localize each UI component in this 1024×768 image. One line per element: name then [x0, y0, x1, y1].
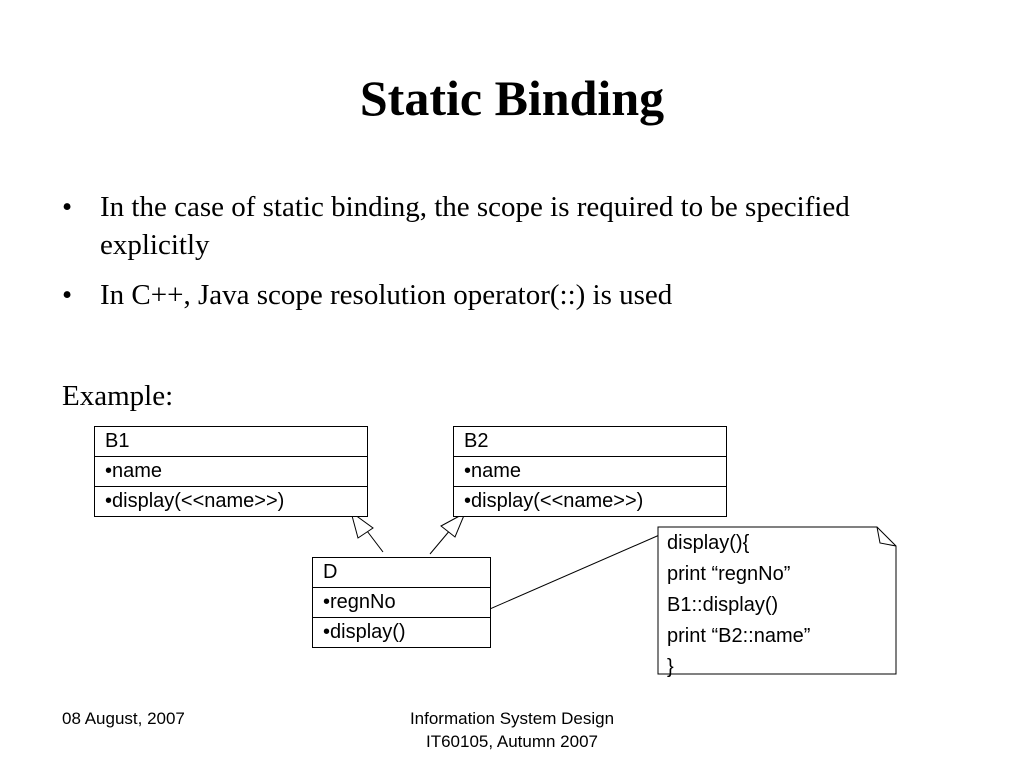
- bullet-text: In C++, Java scope resolution operator(::) is used: [100, 279, 673, 311]
- class-d-name: D: [323, 561, 338, 583]
- code-note: [658, 527, 896, 678]
- footer-course-code: IT60105, Autumn 2007: [425, 732, 599, 751]
- bullet-dot-icon: •: [62, 191, 73, 223]
- class-b1: [94, 426, 368, 517]
- class-d-method: •display(): [313, 617, 490, 647]
- class-b2-name: B2: [464, 430, 489, 452]
- inheritance-line-b2: [430, 529, 451, 554]
- class-b1-name: B1: [105, 430, 130, 452]
- note-text: [667, 528, 810, 683]
- bullet-text: In the case of static binding, the scope is required to be specified explicitly: [100, 191, 850, 261]
- note-line: print “regnNo”: [667, 563, 791, 585]
- footer-date: 08 August, 2007: [62, 709, 185, 728]
- class-b2-method: •display(<<name>>): [454, 486, 726, 516]
- bullet-dot-icon: •: [62, 279, 73, 311]
- note-line: }: [667, 656, 674, 678]
- class-d-attribute: •regnNo: [313, 587, 490, 617]
- note-line: B1::display(): [667, 594, 779, 616]
- class-b2-attribute: •name: [454, 456, 726, 486]
- footer-course: [362, 707, 662, 753]
- note-line: print “B2::name”: [667, 625, 811, 647]
- example-label: Example:: [62, 380, 174, 412]
- footer-course-title: Information System Design: [409, 709, 615, 728]
- class-b1-attribute: •name: [95, 456, 367, 486]
- note-line: display(){: [667, 532, 750, 554]
- slide-title: Static Binding: [359, 70, 665, 126]
- class-b2: [453, 426, 727, 517]
- class-b1-method: •display(<<name>>): [95, 486, 367, 516]
- class-d: [312, 557, 491, 648]
